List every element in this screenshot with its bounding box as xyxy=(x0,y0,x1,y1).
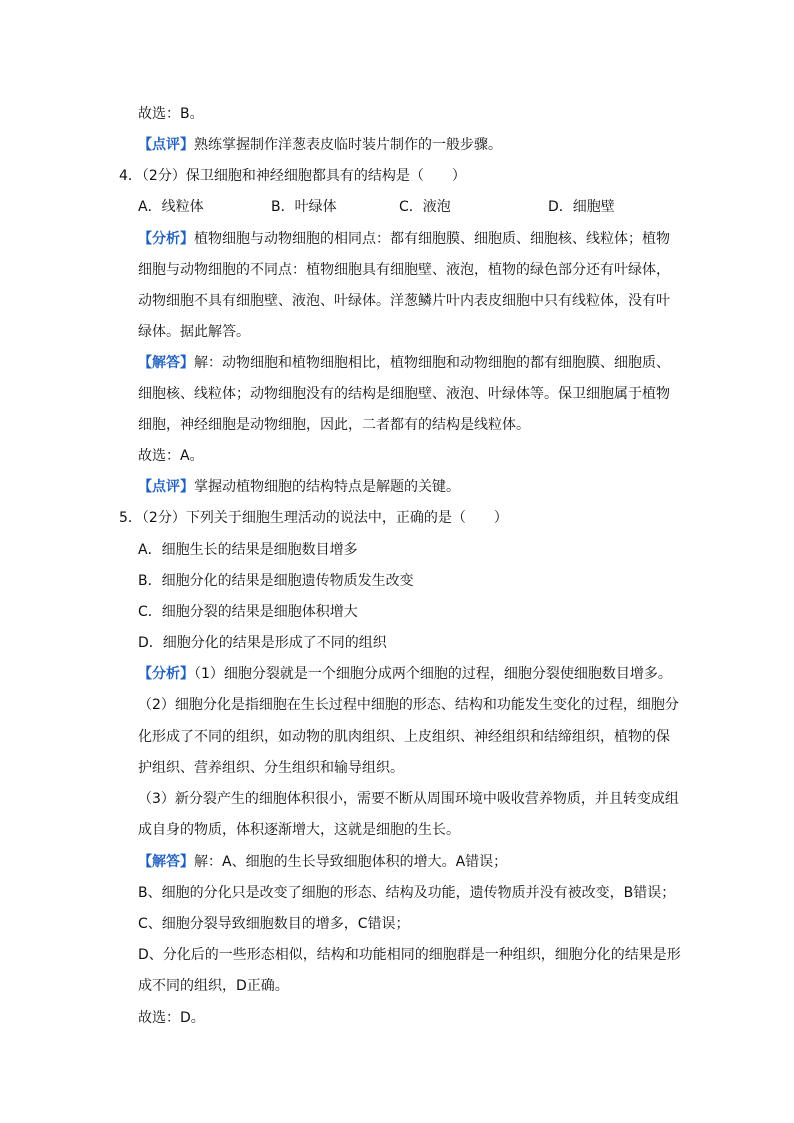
q4-option-a: A．线粒体 xyxy=(138,199,204,215)
q5-solution-line-2: B、细胞的分化只是改变了细胞的形态、结构及功能，遗传物质并没有被改变，B错误； xyxy=(138,885,676,901)
q4-analysis-line-1 xyxy=(138,229,670,251)
q5-solution-line-3: C、细胞分裂导致细胞数目的增多，C错误； xyxy=(138,916,410,932)
q5-solution-text-1: 解：A、细胞的生长导致细胞体积的增大。A错误； xyxy=(194,854,508,870)
analysis-tag: 【分析】 xyxy=(138,231,194,247)
q4-options xyxy=(138,197,698,219)
q4-comment-text: 掌握动植物细胞的结构特点是解题的关键。 xyxy=(194,479,460,495)
q4-solution-line-1 xyxy=(138,353,670,375)
q4-analysis-line-4: 绿体。据此解答。 xyxy=(138,324,250,340)
q4-option-b: B．叶绿体 xyxy=(271,199,337,215)
q5-solution-line-4: D、分化后的一些形态相似，结构和功能相同的细胞群是一种组织，细胞分化的结果是形 xyxy=(138,947,681,963)
q4-comment xyxy=(138,477,460,499)
q5-option-a: A．细胞生长的结果是细胞数目增多 xyxy=(138,542,358,558)
analysis-tag: 【分析】 xyxy=(138,666,194,682)
solution-tag: 【解答】 xyxy=(138,355,194,371)
q5-stem: 5．（2分）下列关于细胞生理活动的说法中，正确的是（ ） xyxy=(119,510,508,526)
q4-answer: 故选：A。 xyxy=(138,448,204,464)
q5-analysis-text-1: （1）细胞分裂就是一个细胞分成两个细胞的过程，细胞分裂使细胞数目增多。 xyxy=(194,666,672,682)
q4-analysis-line-2: 细胞与动物细胞的不同点：植物细胞具有细胞壁、液泡，植物的绿色部分还有叶绿体， xyxy=(138,262,670,278)
q5-solution-line-5: 成不同的组织，D正确。 xyxy=(138,978,289,994)
q3-comment xyxy=(138,135,502,157)
comment-tag: 【点评】 xyxy=(138,137,194,153)
q5-analysis-line-5: （3）新分裂产生的细胞体积很小，需要不断从周围环境中吸收营养物质，并且转变成组 xyxy=(138,791,679,807)
q4-option-d: D．细胞壁 xyxy=(548,199,615,215)
comment-tag: 【点评】 xyxy=(138,479,194,495)
q4-solution-line-3: 细胞，神经细胞是动物细胞，因此，二者都有的结构是线粒体。 xyxy=(138,417,530,433)
solution-tag: 【解答】 xyxy=(138,854,194,870)
q5-option-c: C．细胞分裂的结果是细胞体积增大 xyxy=(138,604,358,620)
q5-analysis-line-6: 成自身的物质，体积逐渐增大，这就是细胞的生长。 xyxy=(138,822,460,838)
q5-analysis-line-3: 化形成了不同的组织，如动物的肌肉组织、上皮组织、神经组织和结缔组织，植物的保 xyxy=(138,729,670,745)
q4-option-c: C．液泡 xyxy=(399,199,451,215)
q5-analysis-line-4: 护组织、营养组织、分生组织和输导组织。 xyxy=(138,760,404,776)
q5-analysis-line-1 xyxy=(138,664,672,686)
q4-solution-line-2: 细胞核、线粒体；动物细胞没有的结构是细胞壁、液泡、叶绿体等。保卫细胞属于植物 xyxy=(138,386,670,402)
q5-answer: 故选：D。 xyxy=(138,1010,205,1026)
q4-stem: 4．（2分）保卫细胞和神经细胞都具有的结构是（ ） xyxy=(119,168,466,184)
q5-solution-line-1 xyxy=(138,852,507,874)
q5-option-b: B．细胞分化的结果是细胞遗传物质发生改变 xyxy=(138,573,414,589)
q5-option-d: D．细胞分化的结果是形成了不同的组织 xyxy=(138,635,387,651)
q4-solution-text-1: 解：动物细胞和植物细胞相比，植物细胞和动物细胞的都有细胞膜、细胞质、 xyxy=(194,355,670,371)
q4-analysis-text-1: 植物细胞与动物细胞的相同点：都有细胞膜、细胞质、细胞核、线粒体；植物 xyxy=(194,231,670,247)
q3-comment-text: 熟练掌握制作洋葱表皮临时装片制作的一般步骤。 xyxy=(194,137,502,153)
q5-analysis-line-2: （2）细胞分化是指细胞在生长过程中细胞的形态、结构和功能发生变化的过程，细胞分 xyxy=(138,697,679,713)
q3-answer: 故选：B。 xyxy=(138,106,204,122)
q4-analysis-line-3: 动物细胞不具有细胞壁、液泡、叶绿体。洋葱鳞片叶内表皮细胞中只有线粒体，没有叶 xyxy=(138,293,670,309)
